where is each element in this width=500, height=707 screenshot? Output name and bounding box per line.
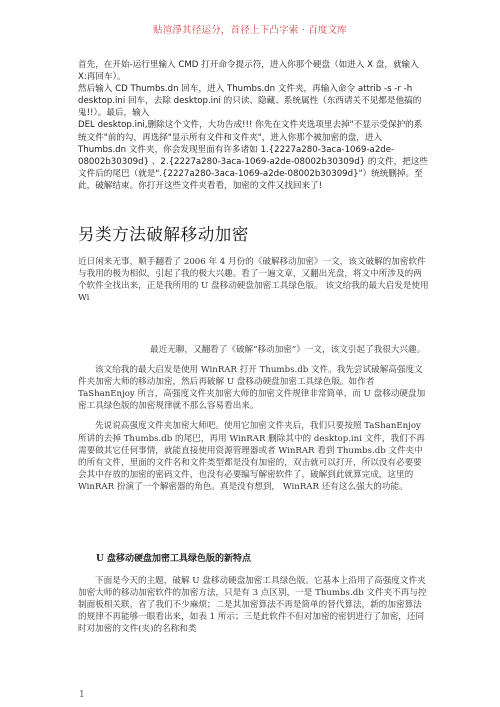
section-title: 另类方法破解移动加密 bbox=[78, 225, 249, 244]
paragraph: 近日闲来无事，顺手翻看了 2006 年 4 月份的《破解移动加密》一文，该文破解的加密软件与我用的极为相似，引起了我的极大兴趣。看了一遍文章，又翻出光盘，将文中所涉及的两个软件全找出来，正是我所用的 U 盘移动硬盘加密工具绿色版。 该文给我的最大启发是使用 Wi bbox=[78, 257, 429, 304]
page-number: 1 bbox=[79, 690, 85, 700]
paragraph: 该文给我的最大启发是使用 WinRAR 打开 Thumbs.db 文件。我先尝试破解高强度文件夹加密大师的移动加密，然后再破解 U 盘移动硬盘加密工具绿色版。如作者 TaShanEnjoy 所言，高强度文件夹加密大师的加密文件规律非常简单，而 U 盘移动硬盘加密工具绿色版的加密规律就不那么容易看出来。 bbox=[78, 365, 426, 412]
paragraph: 最近无聊，又翻看了《破解“移动加密”》一文，该文引起了我很大兴趣。 bbox=[150, 345, 426, 355]
intro-block bbox=[78, 256, 430, 304]
instructions-block bbox=[78, 59, 430, 192]
promo-banner-link[interactable]: 贴渲淨其径运分，首径上下凸字索 · 百度文库 bbox=[153, 25, 347, 36]
page-header bbox=[0, 0, 500, 52]
closing-block bbox=[78, 575, 430, 635]
paragraph: 先说说高强度文件夹加密大师吧。使用它加密文件夹后，我们只要按照 TaShanEnjoy 所讲的去掉 Thumbs.db 的尾巴，再用 WinRAR 删除其中的 desktop.ini 文件，我们不再需要做其它任何事情，就能直接使用资源管理器或者 WinRAR 看到 Thumbs.db 文件夹中的所有文件，里面的文件名和文件类型都是没有加密的，双击就可以打开，所以没有必要要会其中存放的加密的密码文件，也没有必要编写解密软件了，破解到此就算完成，这里的 WinRAR 扮演了一个解密器的角色。真是没有想到， WinRAR 还有这么强大的功能。 bbox=[78, 421, 425, 492]
paragraph: 首先，在开始-运行里输入 CMD 打开命令提示符，进入你那个硬盘（如进入 X 盘，就输入 X:再回车）。 bbox=[78, 60, 419, 83]
subheading: U 盘移动硬盘加密工具绿色版的新特点 bbox=[96, 554, 251, 564]
paragraph: 然后输入 CD Thumbs.dn 回车，进入 Thumbs.dn 文件夹，再输入命令 attrib -s -r -h desktop.ini 回车，去除 desktop.ini 的只读、隐藏、系统属性（东西请关不见都是他搞的鬼!!）。最后，输入 bbox=[78, 84, 422, 119]
paragraph: DEL desktop.ini,删除这个文件，大功告成!!! 你先在文件夹选项里去掉"不显示受保护的系统文件"前的勾，再选择"显示所有文件和文件夹"，进入你那个被加密的盘，进入 Thumbs.dn 文件夹，你会发现里面有许多诸如 1.{2227a280-3aca-1069-a2de-08002b30309d} 、2.{2227a280-3aca-1069-a2de-08002b30309d} 的文件，把这些文件后的尾巴（就是".{2227a280-3aca-1069-a2de-08002b30309d}"）统统删掉。至此，破解结束。你打开这些文件夹看看，加密的文件又找回来了! bbox=[78, 120, 429, 191]
body-block bbox=[78, 344, 430, 493]
paragraph: 下面是今天的主题，破解 U 盘移动硬盘加密工具绿色版。它基本上沿用了高强度文件夹加密大师的移动加密软件的加密方法，只是有 3 点区别，一是 Thumbs.db 文件夹不再与控制面板相关联，省了我们不少麻烦；二是其加密算法不再是简单的替代算法，新的加密算法的规律不再能够一眼看出来，如表 1 所示；三是此软件不但对加密的密钥进行了加密，还同时对加密的文件(夹)的名称和类 bbox=[78, 576, 427, 635]
